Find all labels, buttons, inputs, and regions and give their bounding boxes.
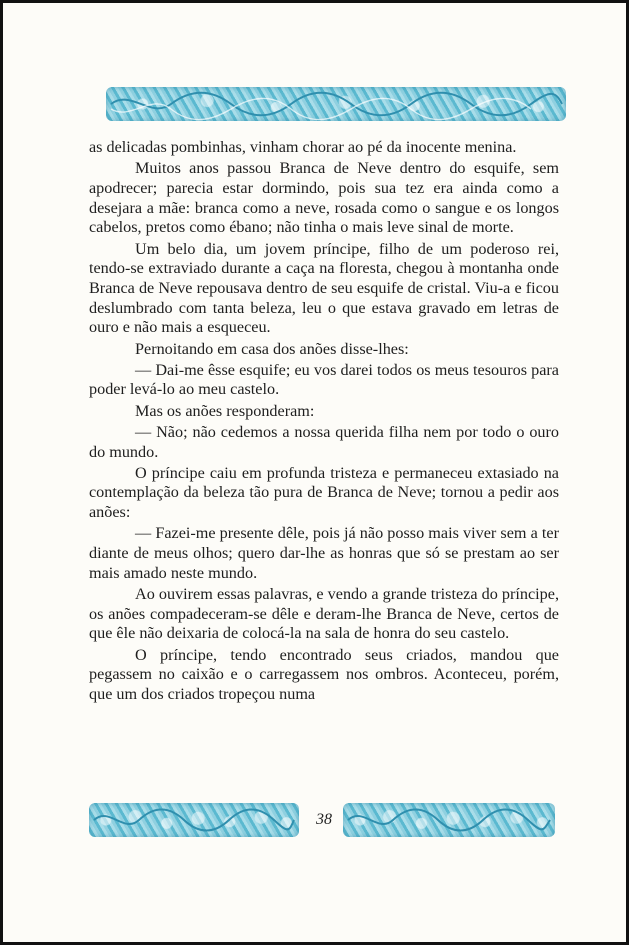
paragraph: O príncipe caiu em profunda tristeza e permaneceu extasiado na contemplação da beleza tão pura de Branca de Neve; tornou a pedir aos anões: [89, 463, 559, 522]
paragraph: Mas os anões responderam: [135, 401, 315, 420]
top-ornament-band [106, 87, 566, 121]
scroll-ornament-icon [343, 803, 555, 837]
scroll-ornament-icon [89, 803, 299, 837]
paragraph: — Não; não cedemos a nossa querida filha nem por todo o ouro do mundo. [89, 422, 559, 461]
paragraph: Pernoitando em casa dos anões disse-lhes: [135, 339, 409, 358]
paragraph: O príncipe, tendo encontrado seus criados, mandou que pegassem no caixão e o carregassem nos ombros. Aconteceu, porém, que um dos criados tropeçou numa [89, 645, 559, 703]
paragraph: Muitos anos passou Branca de Neve dentro do esquife, sem apodrecer; parecia estar dormindo, pois sua tez era ainda como a desejara a mãe: branca como a neve, rosada como o sangue e os longos cabelos, pretos como ébano; não tinha o mais leve sinal de morte. [89, 159, 559, 237]
paragraph: as delicadas pombinhas, vinham chorar ao pé da inocente menina. [89, 138, 517, 156]
body-text [89, 138, 559, 705]
paragraph: Um belo dia, um jovem príncipe, filho de um poderoso rei, tendo-se extraviado durante a caça na floresta, chegou à montanha onde Branca de Neve repousava dentro de seu esquife de cristal. Viu-a e ficou deslumbrado com tanta beleza, leu o que estava gravado em letras de ouro e não mais a esqueceu. [89, 239, 559, 337]
paragraph: — Fazei-me presente dêle, pois já não posso mais viver sem a ter diante de meus olhos; quero dar-lhe as honras que só se prestam ao ser mais amado neste mundo. [89, 524, 559, 582]
paragraph: Ao ouvirem essas palavras, e vendo a grande tristeza do príncipe, os anões compadeceram-se dêle e deram-lhe Branca de Neve, certos de que êle não deixaria de colocá-la na sala de honra do seu castelo. [89, 584, 559, 643]
bottom-left-ornament-band [89, 803, 299, 837]
scroll-ornament-icon [106, 87, 566, 121]
paragraph: — Dai-me êsse esquife; eu vos darei todos os meus tesouros para poder levá-lo ao meu castelo. [89, 360, 559, 399]
bottom-right-ornament-band [343, 803, 555, 837]
page-number: 38 [316, 811, 332, 828]
